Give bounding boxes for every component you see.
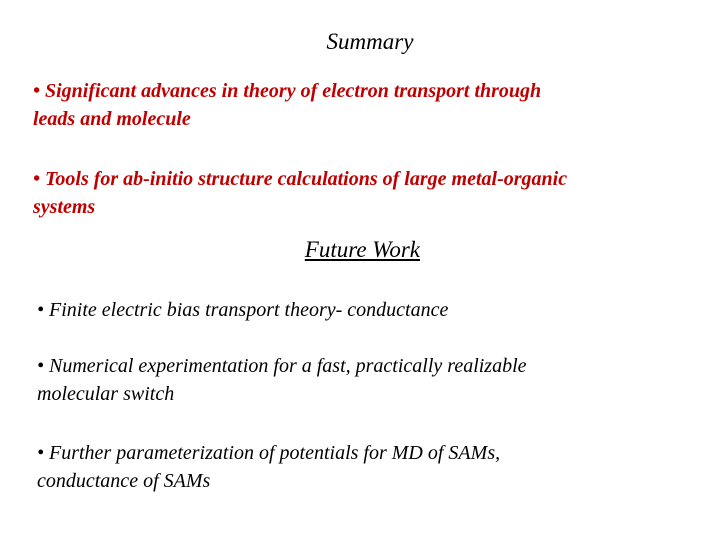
- summary-bullet-theory: • Significant advances in theory of electron transport through leads and molecule: [33, 80, 542, 130]
- summary-heading: Summary: [326, 29, 414, 54]
- summary-bullet-tools: • Tools for ab-initio structure calculations of large metal-organic systems: [33, 168, 568, 218]
- future-work-heading: Future Work: [304, 237, 420, 262]
- future-bullet-bias-transport: • Finite electric bias transport theory- conductance: [37, 299, 449, 321]
- future-bullet-parameterization: • Further parameterization of potentials for MD of SAMs, conductance of SAMs: [37, 442, 501, 492]
- future-work-heading-row: [0, 236, 716, 264]
- future-bullet-molecular-switch: • Numerical experimentation for a fast, practically realizable molecular switch: [37, 355, 527, 405]
